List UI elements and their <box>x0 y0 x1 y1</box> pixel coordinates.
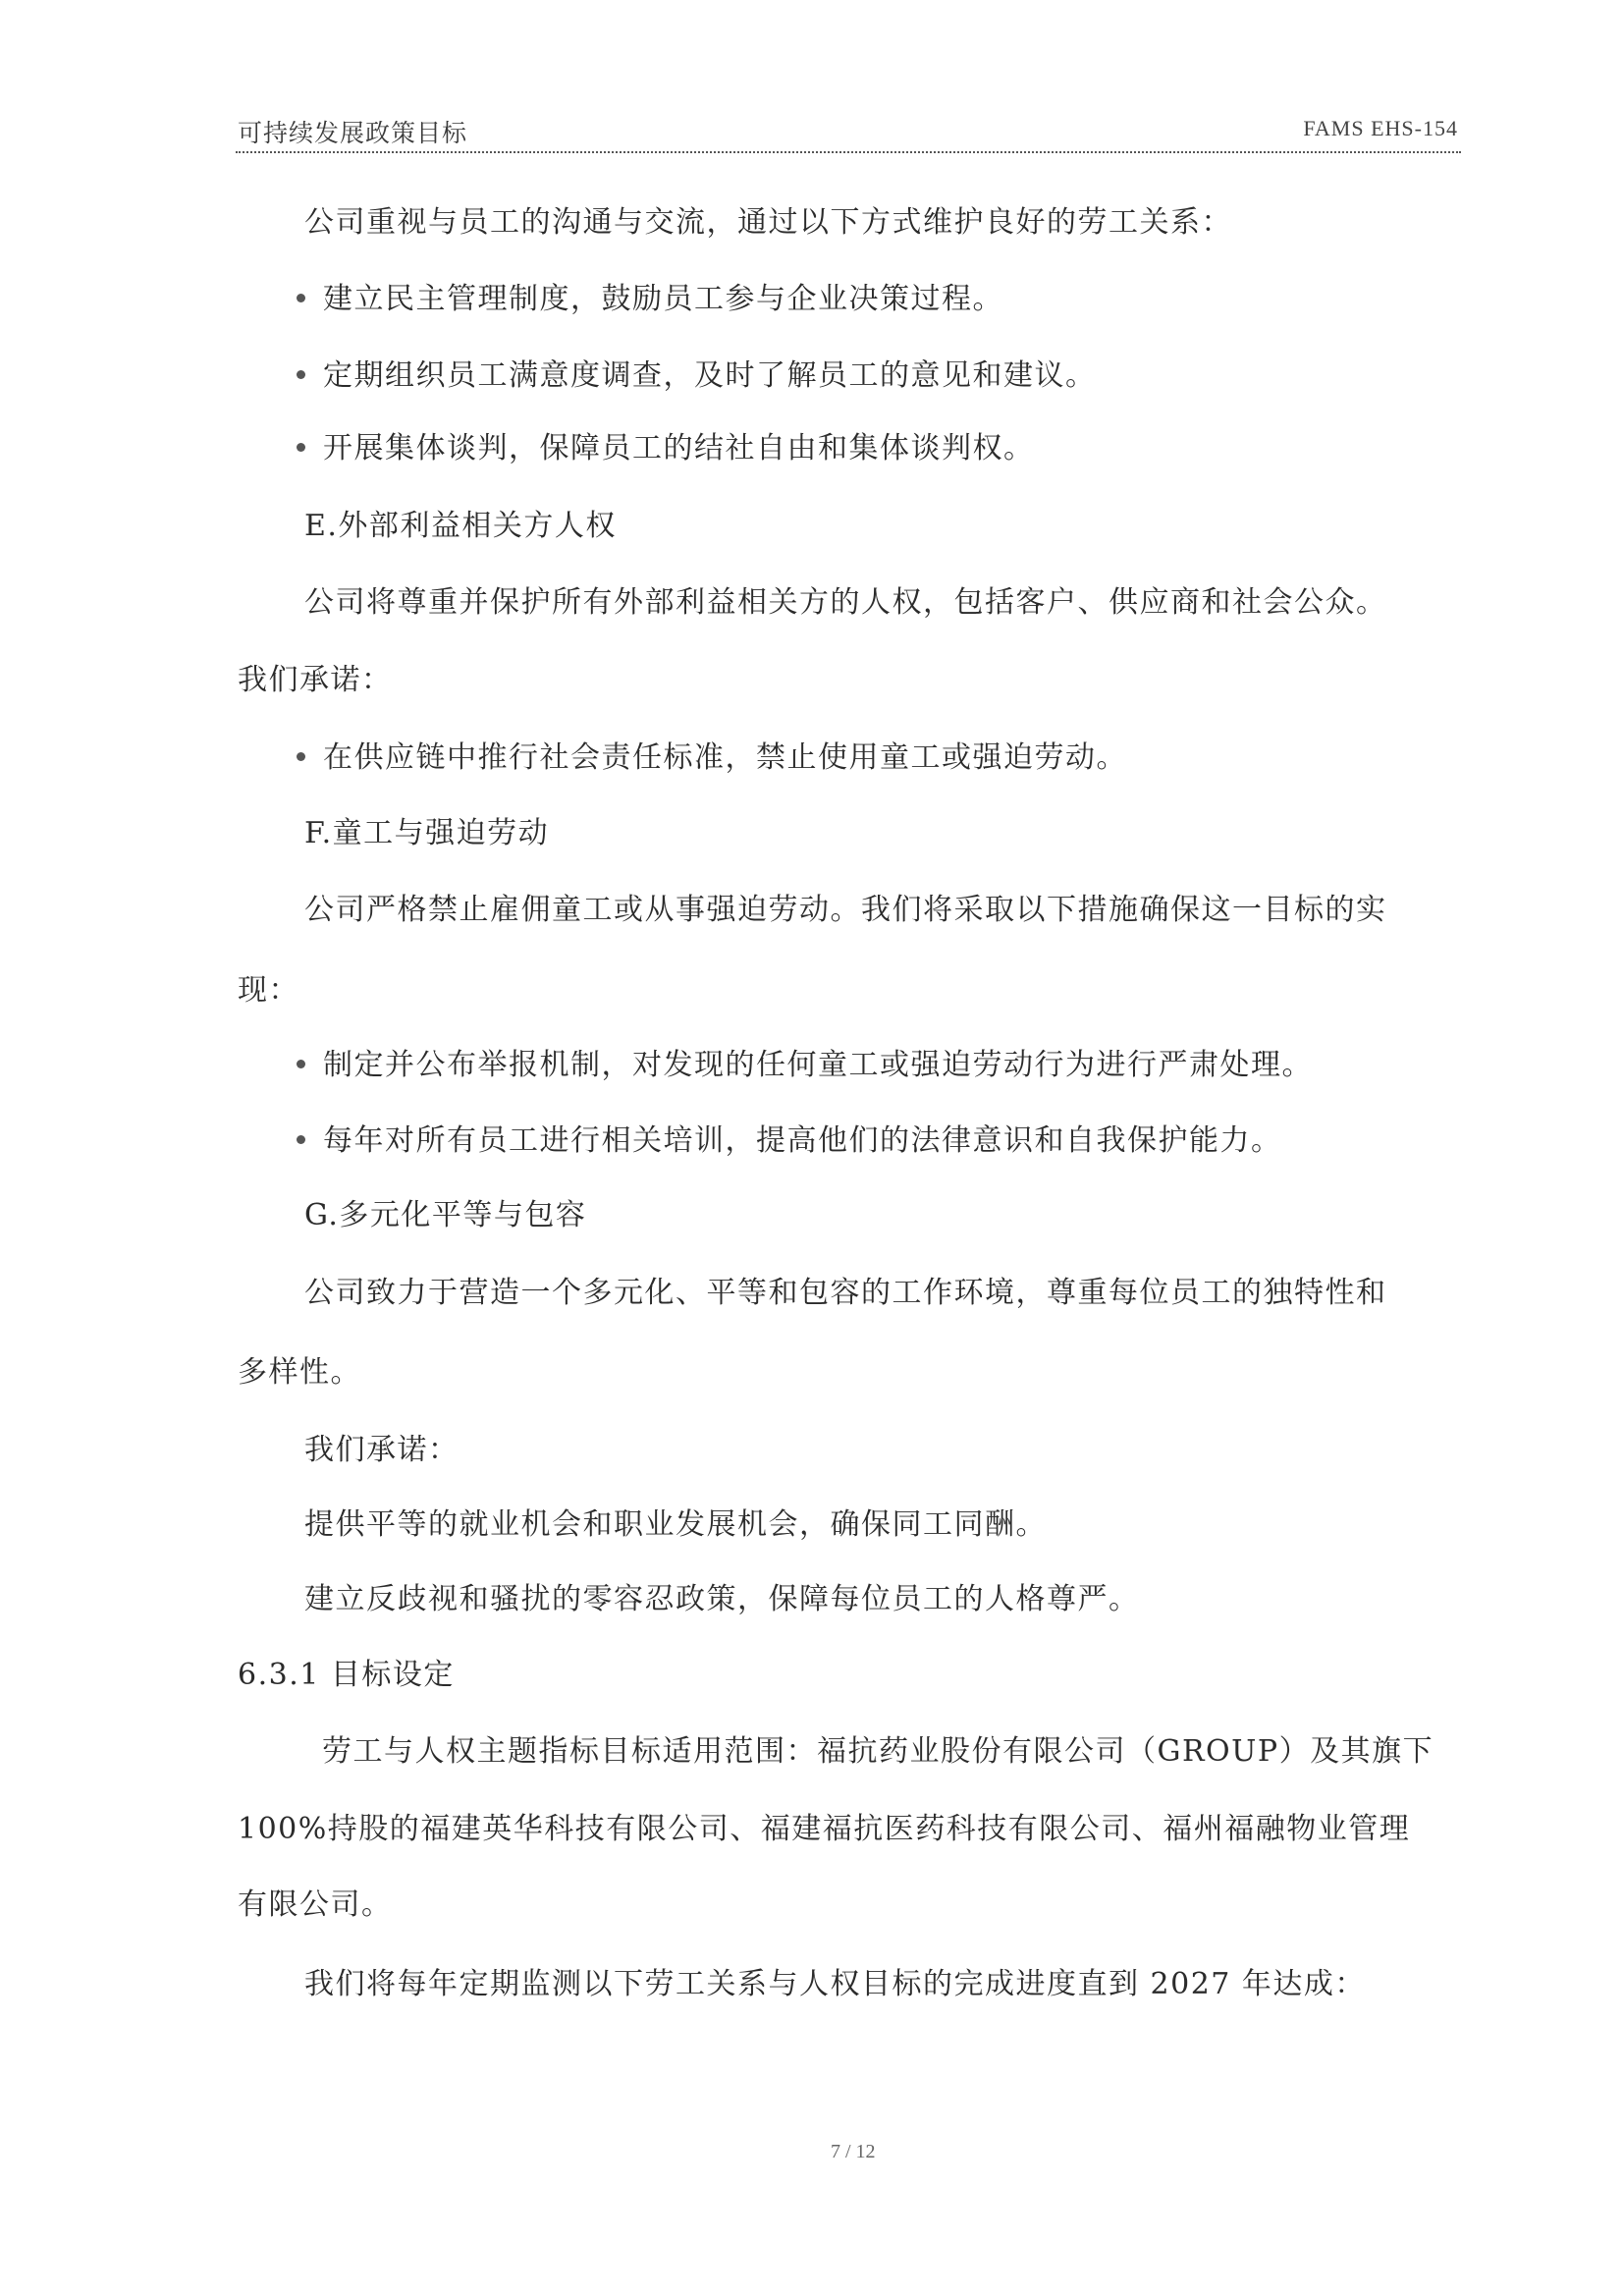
intro-bullet: 定期组织员工满意度调查，及时了解员工的意见和建议。 <box>297 356 1097 396</box>
bullet-icon <box>297 443 305 452</box>
scope-paragraph-end: 有限公司。 <box>238 1887 393 1922</box>
section-f-bullet: 制定并公布举报机制，对发现的任何童工或强迫劳动行为进行严肃处理。 <box>297 1046 1313 1085</box>
intro-paragraph: 公司重视与员工的沟通与交流，通过以下方式维护良好的劳工关系： <box>304 205 1232 240</box>
bullet-icon <box>297 294 305 302</box>
section-f-paragraph-cont: 现： <box>238 973 299 1008</box>
section-g-commitment: 提供平等的就业机会和职业发展机会，确保同工同酬。 <box>304 1507 1047 1542</box>
section-f-heading: F.童工与强迫劳动 <box>304 816 550 850</box>
document-code: FAMS EHS-154 <box>1303 116 1458 140</box>
section-e-paragraph-cont: 我们承诺： <box>238 663 393 697</box>
section-e-paragraph: 公司将尊重并保护所有外部利益相关方的人权，包括客户、供应商和社会公众。 <box>304 585 1387 620</box>
bullet-icon <box>297 370 305 379</box>
header-title: 可持续发展政策目标 <box>238 119 468 147</box>
scope-paragraph: 劳工与人权主题指标目标适用范围：福抗药业股份有限公司（GROUP）及其旗下 <box>322 1734 1434 1769</box>
section-e-heading: E.外部利益相关方人权 <box>304 509 617 543</box>
scope-paragraph-cont: 100%持股的福建英华科技有限公司、福建福抗医药科技有限公司、福州福融物业管理 <box>238 1812 1411 1846</box>
section-g-paragraph: 公司致力于营造一个多元化、平等和包容的工作环境，尊重每位员工的独特性和 <box>304 1276 1387 1310</box>
bullet-icon <box>297 752 305 761</box>
bullet-icon <box>297 1135 305 1144</box>
header-divider <box>236 151 1461 153</box>
section-f-paragraph: 公司严格禁止雇佣童工或从事强迫劳动。我们将采取以下措施确保这一目标的实 <box>304 893 1387 927</box>
bullet-icon <box>297 1060 305 1068</box>
section-e-bullet: 在供应链中推行社会责任标准，禁止使用童工或强迫劳动。 <box>297 738 1127 778</box>
section-g-heading: G.多元化平等与包容 <box>304 1198 587 1232</box>
intro-bullet: 开展集体谈判，保障员工的结社自由和集体谈判权。 <box>297 429 1035 468</box>
section-g-paragraph-cont: 多样性。 <box>238 1355 361 1390</box>
section-631-heading: 6.3.1 目标设定 <box>238 1658 455 1692</box>
section-g-commitment: 建立反歧视和骚扰的零容忍政策，保障每位员工的人格尊严。 <box>304 1582 1140 1616</box>
monitor-paragraph: 我们将每年定期监测以下劳工关系与人权目标的完成进度直到 2027 年达成： <box>304 1967 1366 2001</box>
section-f-bullet: 每年对所有员工进行相关培训，提高他们的法律意识和自我保护能力。 <box>297 1121 1282 1161</box>
page-number: 7 / 12 <box>831 2141 876 2162</box>
section-g-commit-label: 我们承诺： <box>304 1433 460 1467</box>
intro-bullet: 建立民主管理制度，鼓励员工参与企业决策过程。 <box>297 280 1003 319</box>
